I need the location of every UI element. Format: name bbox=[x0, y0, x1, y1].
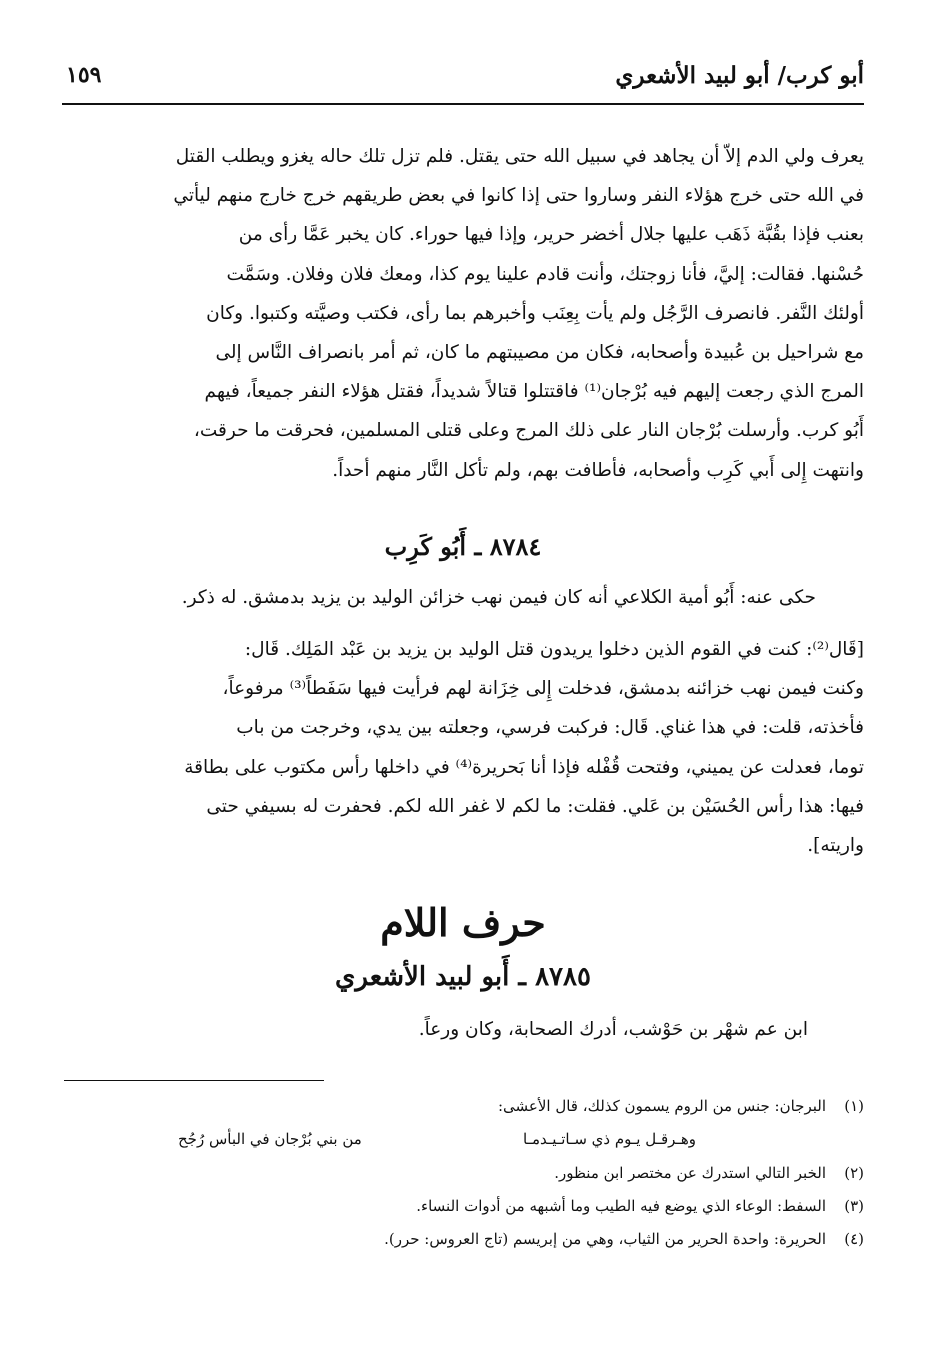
footnote-number: (٤) bbox=[844, 1230, 864, 1248]
running-title: أبو كرب/ أبو لبيد الأشعري bbox=[615, 62, 864, 89]
footnote-4 bbox=[70, 1223, 864, 1256]
footnote-number: (١) bbox=[844, 1097, 864, 1115]
page-number: ١٥٩ bbox=[66, 62, 102, 88]
text-line: توما، فعدلت عن يميني، وفتحت قُفْله فإذا أنا بَحريرة⁽⁴⁾ في داخلها رأس مكتوب على بطاقة bbox=[184, 756, 864, 778]
footnote-text: الخبر التالي استدرك عن مختصر ابن منظور. bbox=[554, 1164, 826, 1182]
text-line: واريته]. bbox=[807, 835, 864, 857]
footnote-number: (٣) bbox=[844, 1197, 864, 1215]
footnote-text: البرجان: جنس من الروم يسمون كذلك، قال الأعشى: bbox=[497, 1097, 826, 1115]
text-line: فأخذته، قلت: في هذا غناي. قَال: فركبت فرسي، وجعلته بين يدي، وخرجت من باب bbox=[236, 717, 864, 739]
text-line: فيها: هذا رأس الحُسَيْن بن عَلي. فقلت: ما لكم لا غفر الله لكم. فحفرت له بسيفي حتى bbox=[206, 795, 864, 817]
paragraph-2 bbox=[70, 630, 864, 865]
text-line: أَبُو كرب. وأرسلت بُرْجان النار على ذلك المرج وعلى قتلى المسلمين، فحرقت ما حرقت، bbox=[193, 420, 864, 442]
text-line: أولئك النَّفر. فانصرف الرَّجُل ولم يأت بِعِنَب وأخبرهم بما رأى، فكتب وصيَّته وكتبوا. وكان bbox=[206, 302, 864, 324]
footnote-rule bbox=[64, 1080, 324, 1081]
text-line: بعنب فإذا بقُبَّة ذَهَب عليها جلال أخضر حرير، وإذا فيها حوراء. كان يخبر عَمَّا رأى من bbox=[238, 224, 864, 246]
verse-hemistich-second: من بني بُرْجان في البأس رُجُح bbox=[178, 1130, 362, 1148]
text-line: يعرف ولي الدم إلاّ أن يجاهد في سبيل الله حتى يقتل. فلم تزل تلك حاله يغزو ويطلب القتل bbox=[175, 146, 864, 167]
text-line: وانتهت إِلى أَبي كَرِب وأصحابه، فأطافت بهم، ولم تأكل النَّار منهم أحداً. bbox=[332, 459, 864, 481]
entry-heading-8784: ٨٧٨٤ ـ أَبُو كَرِب bbox=[384, 532, 542, 561]
text-line: وكنت فيمن نهب خزائنه بدمشق، فدخلت إِلى خِزَانة لهم فرأيت فيها سَفَطاً⁽³⁾ مرفوعاً، bbox=[222, 678, 864, 700]
text-line: المرج الذي رجعت إليهم فيه بُرْجان⁽¹⁾ فاقتتلوا قتالاً شديداً، فقتل هؤلاء النفر جميعاً، فيهم bbox=[204, 381, 864, 403]
footnote-1 bbox=[70, 1090, 864, 1123]
verse-line bbox=[70, 1123, 864, 1157]
footnotes bbox=[70, 1090, 864, 1256]
footnote-2 bbox=[70, 1157, 864, 1190]
footnote-text: السفط: الوعاء الذي يوضع فيه الطيب وما أشبهه من أدوات النساء. bbox=[416, 1197, 826, 1215]
section-heading: حرف اللام bbox=[380, 900, 546, 945]
paragraph-1 bbox=[70, 137, 864, 490]
text-line: [قَال⁽²⁾: كنت في القوم الذين دخلوا يريدون قتل الوليد بن يزيد بن عَبْد المَلِك. قَال: bbox=[244, 639, 864, 660]
footnote-text: الحريرة: واحدة الحرير من الثياب، وهي من إبريسم (تاج العروس: حرر). bbox=[384, 1230, 826, 1248]
text-line: حُسْنها. فقالت: إليَّ، فأنا زوجتك، وأنت قادم علينا يوم كذا، ومعك فلان وفلان. وسَمَّت bbox=[226, 263, 864, 285]
entry-8784-intro: حكى عنه: أَبُو أمية الكلاعي أنه كان فيمن نهب خزائن الوليد بن يزيد بدمشق. له ذكر. bbox=[181, 587, 816, 608]
entry-8785-intro: ابن عم شهْر بن حَوْشب، أدرك الصحابة، وكان ورعاً. bbox=[418, 1019, 808, 1040]
header-rule bbox=[62, 103, 864, 105]
running-head bbox=[62, 58, 864, 98]
entry-heading-8785: ٨٧٨٥ ـ أَبو لبيد الأشعري bbox=[335, 962, 591, 992]
footnote-number: (٢) bbox=[844, 1164, 864, 1182]
footnote-3 bbox=[70, 1190, 864, 1223]
text-line: مع شراحيل بن عُبيدة وأصحابه، فكان من مصيبتهم ما كان، ثم أمر بانصراف النَّاس إلى bbox=[215, 342, 864, 364]
text-line: في الله حتى خرج هؤلاء النفر وساروا حتى إذا كانوا في بعض طريقهم خرج خارج منهم ليأتي bbox=[173, 185, 864, 207]
verse-hemistich-first: وهـرقـل يـوم ذي سـاتـيـدمـا bbox=[523, 1130, 696, 1148]
